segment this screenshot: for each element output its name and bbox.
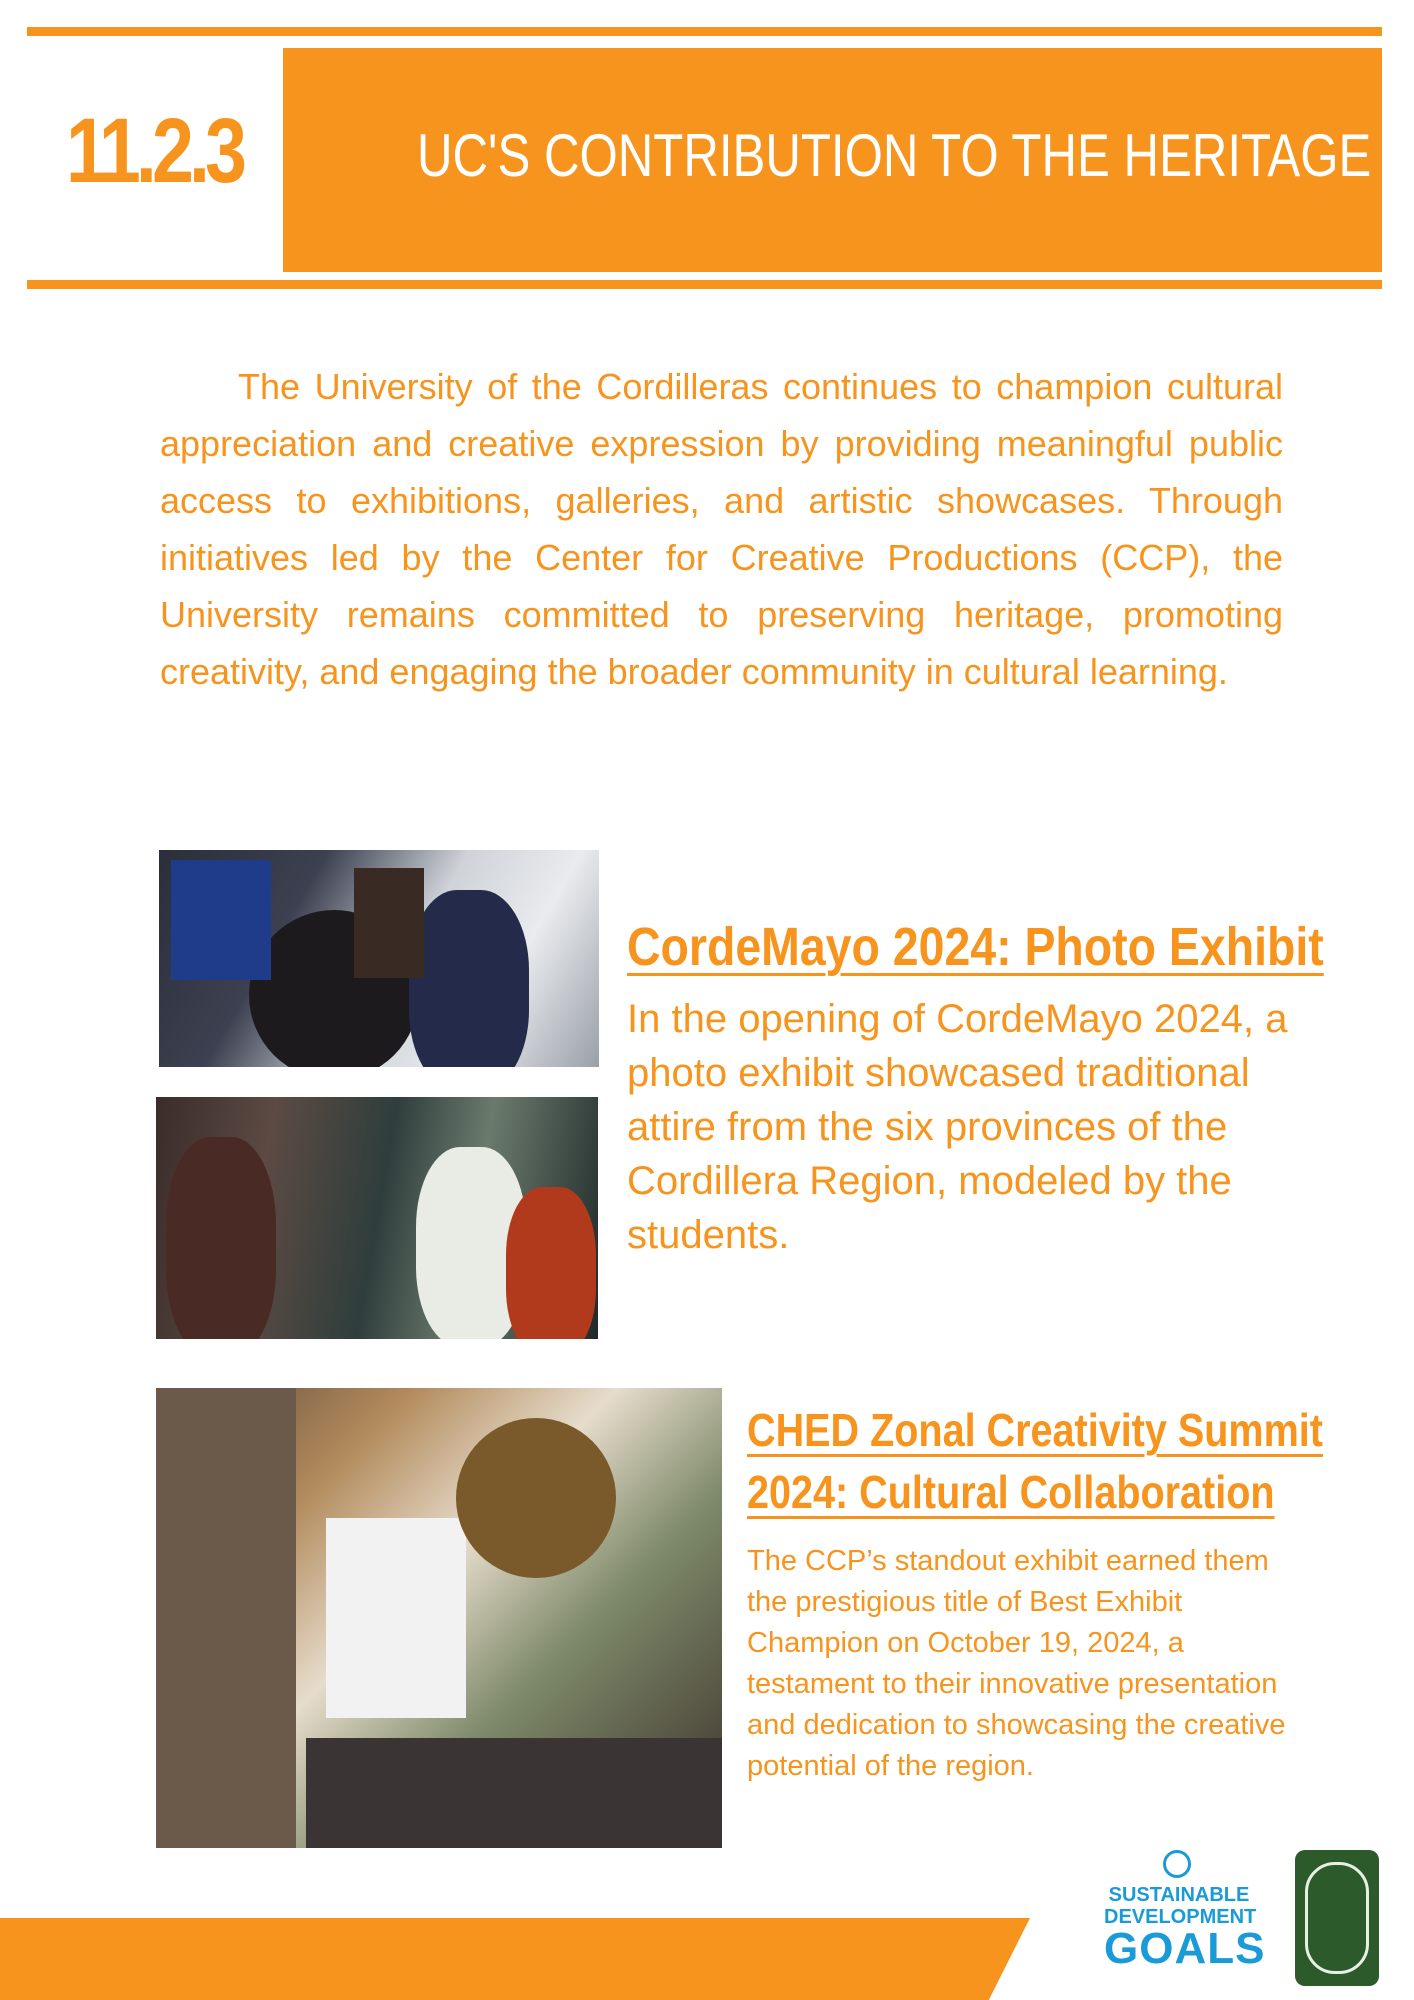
creativity-summit-collage-image — [156, 1388, 722, 1848]
section-number: 11.2.3 — [66, 100, 243, 202]
ched-summit-heading-line2: 2024: Cultural Collaboration — [747, 1466, 1275, 1518]
exhibit-opening-crowd-image — [156, 1097, 598, 1339]
header-bottom-rule — [27, 280, 1382, 289]
sdg-logo-line1: SUSTAINABLE — [1108, 1884, 1250, 1906]
university-seal-logo — [1295, 1850, 1379, 1986]
page-title: UC'S CONTRIBUTION TO THE HERITAGE — [417, 122, 1372, 189]
header-banner — [283, 48, 1382, 272]
ched-summit-heading — [747, 1399, 1323, 1523]
portrait-frame — [354, 868, 424, 978]
visitor-silhouette — [409, 890, 529, 1067]
cordemayo-heading: CordeMayo 2024: Photo Exhibit — [627, 917, 1324, 977]
intro-paragraph: The University of the Cordilleras continues to champion cultural appreciation and creative expression by providing meaningful public access to exhibitions, galleries, and artistic showcases. Through initiatives led by the Center for Creative Productions (CCP), the University remains committed to preserving heritage, promoting creativity, and engaging the broader community in cultural learning. — [160, 366, 1283, 692]
guest-silhouette — [506, 1187, 596, 1339]
collage-strip — [156, 1388, 296, 1848]
un-emblem-icon — [1163, 1850, 1191, 1878]
ched-summit-heading-line1: CHED Zonal Creativity Summit — [747, 1404, 1323, 1456]
headdress-display — [456, 1418, 616, 1578]
sdg-logo-line2: DEVELOPMENT — [1104, 1906, 1257, 1928]
ched-summit-description: The CCP’s standout exhibit earned them the prestigious title of Best Exhibit Champion on October 19, 2024, a testament to their innovative presentation and dedication to showcasing the creative potential of the region. — [747, 1545, 1286, 1782]
footer-bar — [0, 1918, 1030, 2000]
uc-letters-display — [326, 1518, 466, 1718]
top-rule — [27, 27, 1382, 36]
sdg-logo — [1104, 1850, 1266, 1978]
group-photo-strip — [306, 1738, 722, 1848]
portrait-frame — [171, 860, 271, 980]
guest-silhouette — [166, 1137, 276, 1339]
sdg-logo-line3: GOALS — [1104, 1924, 1266, 1973]
seal-emblem-icon — [1305, 1862, 1369, 1974]
photo-exhibit-gallery-image — [159, 850, 599, 1067]
cordemayo-description: In the opening of CordeMayo 2024, a photo exhibit showcased traditional attire from the six provinces of the Cordillera Region, modeled by the students. — [627, 997, 1288, 1257]
